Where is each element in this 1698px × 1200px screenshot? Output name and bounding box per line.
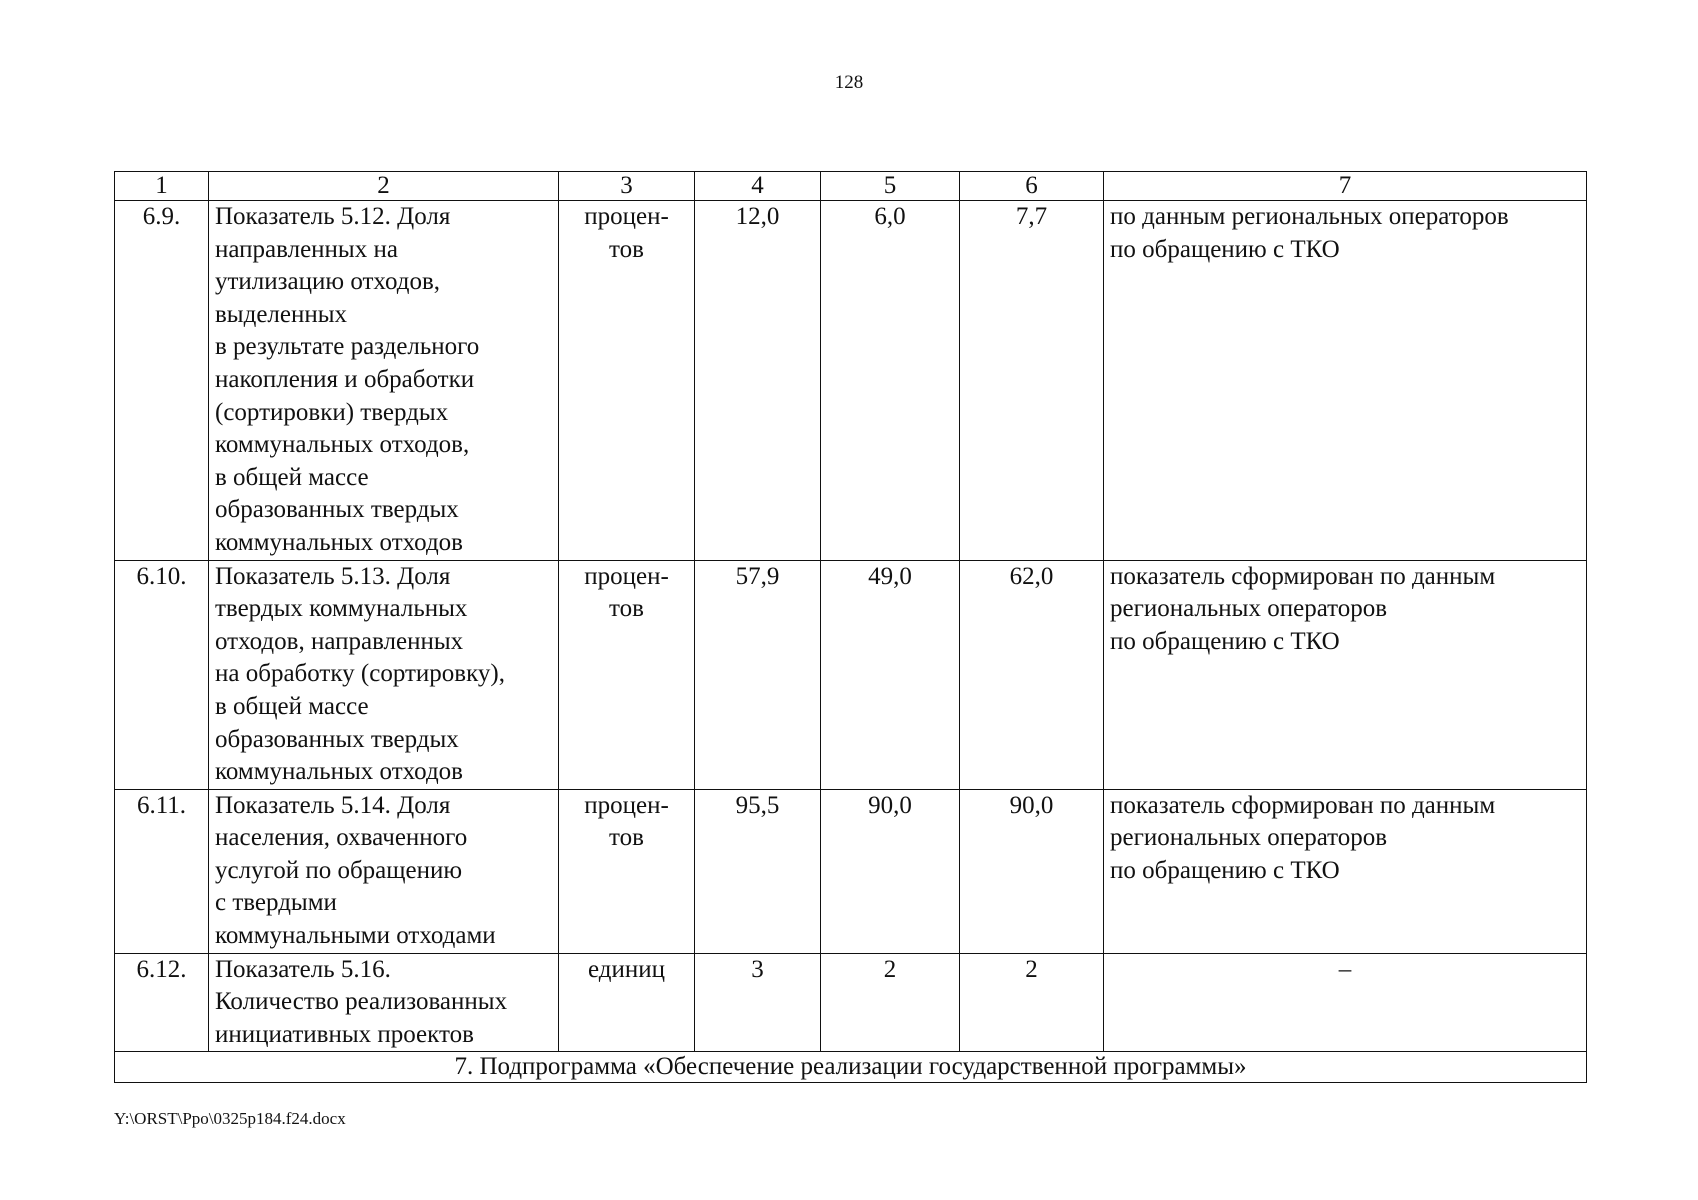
header-cell: 5 xyxy=(821,172,960,201)
indicator-name: Показатель 5.14. Доля населения, охваченного услугой по обращению с твердыми коммунальными отходами xyxy=(209,789,559,953)
value-col4: 95,5 xyxy=(695,789,821,953)
row-number: 6.9. xyxy=(115,201,209,561)
row-number: 6.10. xyxy=(115,560,209,789)
unit: единиц xyxy=(559,953,695,1052)
indicator-table xyxy=(114,171,1587,1083)
value-col6: 2 xyxy=(960,953,1104,1052)
value-col4: 3 xyxy=(695,953,821,1052)
table-row xyxy=(115,560,1587,789)
section-row xyxy=(115,1052,1587,1083)
header-cell: 2 xyxy=(209,172,559,201)
row-number: 6.12. xyxy=(115,953,209,1052)
header-cell: 6 xyxy=(960,172,1104,201)
indicator-name: Показатель 5.13. Доля твердых коммунальных отходов, направленных на обработку (сортировку), в общей массе образованных твердых коммунальных отходов xyxy=(209,560,559,789)
table-row xyxy=(115,953,1587,1052)
value-col4: 57,9 xyxy=(695,560,821,789)
value-col6: 62,0 xyxy=(960,560,1104,789)
table-header-row xyxy=(115,172,1587,201)
row-number: 6.11. xyxy=(115,789,209,953)
value-col6: 7,7 xyxy=(960,201,1104,561)
value-col5: 90,0 xyxy=(821,789,960,953)
header-cell: 1 xyxy=(115,172,209,201)
unit: процен- тов xyxy=(559,560,695,789)
indicator-name: Показатель 5.12. Доля направленных на утилизацию отходов, выделенных в результате раздельного накопления и обработки (сортировки) твердых коммунальных отходов, в общей массе образованных твердых коммунальных отходов xyxy=(209,201,559,561)
table-row xyxy=(115,201,1587,561)
value-col5: 6,0 xyxy=(821,201,960,561)
header-cell: 3 xyxy=(559,172,695,201)
note: показатель сформирован по данным региональных операторов по обращению с ТКО xyxy=(1104,560,1587,789)
indicator-name: Показатель 5.16. Количество реализованных инициативных проектов xyxy=(209,953,559,1052)
note: показатель сформирован по данным региональных операторов по обращению с ТКО xyxy=(1104,789,1587,953)
table-row xyxy=(115,789,1587,953)
value-col6: 90,0 xyxy=(960,789,1104,953)
page-number: 128 xyxy=(834,72,864,93)
unit: процен- тов xyxy=(559,789,695,953)
unit: процен- тов xyxy=(559,201,695,561)
value-col5: 2 xyxy=(821,953,960,1052)
section-title: 7. Подпрограмма «Обеспечение реализации государственной программы» xyxy=(115,1052,1587,1083)
header-cell: 4 xyxy=(695,172,821,201)
note: – xyxy=(1104,953,1587,1052)
value-col5: 49,0 xyxy=(821,560,960,789)
note: по данным региональных операторов по обращению с ТКО xyxy=(1104,201,1587,561)
value-col4: 12,0 xyxy=(695,201,821,561)
footer-file-path: Y:\ORST\Ppo\0325p184.f24.docx xyxy=(114,1109,346,1128)
header-cell: 7 xyxy=(1104,172,1587,201)
